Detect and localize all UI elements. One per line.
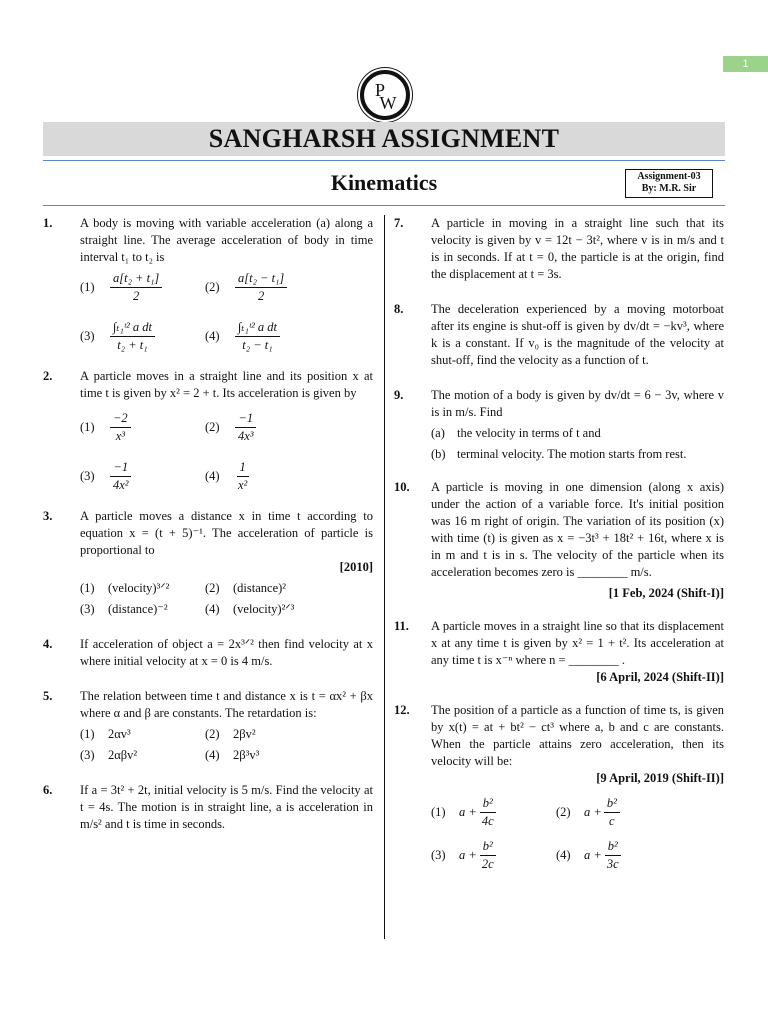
question-text: A particle moves in a straight line so that its displacement x at any time t is given by x² = 1 + t². Its acceleration at any time t is x⁻ⁿ where n = ________ . [431, 619, 724, 667]
option: (2) (distance)² [205, 581, 287, 595]
question-text: The deceleration experienced by a moving motorboat after its engine is shut-off is given by dv/dt = −kv³, where k is a constant. If v₀ is the magnitude of the velocity at shut-off, find the velocity as a function of t. [431, 302, 724, 367]
header-divider [43, 160, 725, 161]
question-2: 2. A particle moves in a straight line and its position x at time t is given by x² = 2 + t. Its acceleration is given by (1) $\frac{-2}{\text{x³}}$ (2) $\frac{-1}{\text{4x³}}$ (3) $\frac{-1}{\text{4x²}}$ (4) $\frac{1}{\text{x²}}$ [43, 369, 373, 492]
question-10: 10. A particle is moving in one dimension (along x axis) under the action of a variable force. It's initial position was 16 m right of origin. The variation of its position (x) with time (t) is given as x = −3t³ + 18t² + 16t, where x is in m and t is in s. The velocity of the particle when its acceleration becomes zero is ________ m/s. [1 Feb, 2024 (Shift-I)] [394, 480, 724, 600]
option: (1) (velocity)³ᐟ² [80, 581, 170, 595]
pw-logo-icon [360, 70, 410, 120]
option: (2) $\frac{\text{a[t₂ − t₁]}}{2}$ [205, 270, 345, 305]
question-text: A body is moving with variable acceleration (a) along a straight line. The average acceleration of body in time interval t₁ to t₂ is [80, 216, 373, 264]
question-3: 3. A particle moves a distance x in time t according to equation x = (t + 5)⁻¹. The acceleration of particle is proportional to [2010] (1) (velocity)³ᐟ² (2) (distance)² (3) (distance)⁻² (4) (velocity)²ᐟ³ [43, 509, 373, 616]
page-number: 1 [723, 56, 768, 72]
question-4: 4. If acceleration of object a = 2x³ᐟ² then find velocity at x where initial velocity at x = 0 is 4 m/s. [43, 637, 373, 668]
question-7: 7. A particle in moving in a straight line such that its velocity is given by v = 12t − 3t², where v is in m/s and t is in seconds. If at t = 0, the particle is at the origin, find the displacement at t = 3s. [394, 216, 724, 281]
option: (3) (distance)⁻² [80, 602, 168, 616]
option: (1) $\frac{-2}{\text{x³}}$ [80, 410, 205, 445]
option: (4) $\frac{1}{\text{x²}}$ [205, 460, 248, 492]
question-8: 8. The deceleration experienced by a moving motorboat after its engine is shut-off is given by dv/dt = −kv³, where k is a constant. If v₀ is the magnitude of the velocity at shut-off, find the velocity as a function of t. [394, 302, 724, 367]
option: (4) 2β³v³ [205, 748, 260, 762]
question-9: 9. The motion of a body is given by dv/dt = 6 − 3v, where v is in m/s. Find (a) the velocity in terms of t and (b) terminal velocity. The motion starts from rest. [394, 388, 724, 461]
page-title: SANGHARSH ASSIGNMENT [43, 122, 725, 156]
question-6: 6. If a = 3t² + 2t, initial velocity is 5 m/s. Find the velocity at t = 4s. The motion is in straight line, a is acceleration in m/s² and t is time in seconds. [43, 783, 373, 831]
option: (2) 2βv² [205, 727, 256, 741]
content-divider [43, 205, 725, 206]
question-text: A particle is moving in one dimension (along x axis) under the action of a variable force. It's initial position was 16 m right of origin. The variation of its position (x) with time (t) is given as x = −3t³ + 18t² + 16t, where x is in m and t is in s. The velocity of the particle when its acceleration becomes zero is ________ m/s. [431, 480, 724, 579]
exam-reference: [2010] [339, 560, 373, 574]
chapter-title: Kinematics [330, 170, 438, 195]
question-text: A particle moves a distance x in time t according to equation x = (t + 5)⁻¹. The acceleration of particle is proportional to [80, 509, 373, 557]
option: (1) 2αv³ [80, 727, 131, 741]
option: (3) $\frac{\text{∫ₜ₁ᵗ² a dt}}{\text{t₂ + t₁}}$ [80, 319, 205, 354]
right-column [394, 215, 724, 881]
option: (4) $\frac{\text{∫ₜ₁ᵗ² a dt}}{\text{t₂ − t₁}}$ [205, 319, 345, 354]
question-text: If acceleration of object a = 2x³ᐟ² then find velocity at x where initial velocity at x = 0 is 4 m/s. [80, 637, 373, 668]
question-text: A particle in moving in a straight line such that its velocity is given by v = 12t − 3t², where v is in m/s and t is in seconds. If at t = 0, the particle is at the origin, find the displacement at t = 3s. [431, 216, 724, 281]
option: (4) a + $\frac{\text{b²}}{3c}$ [556, 838, 696, 873]
svg-text:W: W [379, 93, 397, 113]
left-column [43, 215, 373, 841]
question-11: 11. A particle moves in a straight line so that its displacement x at any time t is given by x² = 1 + t². Its acceleration at any time t is x⁻ⁿ where n = ________ . [6 April, 2024 (Shift-II)] [394, 619, 724, 684]
option: (4) (velocity)²ᐟ³ [205, 602, 295, 616]
question-text: If a = 3t² + 2t, initial velocity is 5 m/s. Find the velocity at t = 4s. The motion is in straight line, a is acceleration in m/s² and t is time in seconds. [80, 783, 373, 831]
exam-reference: [1 Feb, 2024 (Shift-I)] [608, 586, 724, 600]
option: (3) 2αβv² [80, 748, 138, 762]
question-text: A particle moves in a straight line and its position x at time t is given by x² = 2 + t. Its acceleration is given by [80, 369, 373, 400]
option: (2) a + $\frac{\text{b²}}{c}$ [556, 795, 696, 830]
option: (3) $\frac{-1}{\text{4x²}}$ [80, 459, 205, 494]
exam-reference: [9 April, 2019 (Shift-II)] [596, 771, 724, 785]
assignment-label: Assignment-03 [637, 171, 701, 182]
pw-logo [358, 68, 412, 122]
author-label: By: M.R. Sir [641, 183, 697, 194]
question-text: The motion of a body is given by dv/dt = 6 − 3v, where v is in m/s. Find [431, 388, 724, 419]
logo-letter-p: P [374, 80, 386, 100]
option: (1) $\frac{\text{a[t₂ + t₁]}}{2}$ [80, 270, 205, 305]
exam-reference: [6 April, 2024 (Shift-II)] [596, 670, 724, 684]
column-divider [384, 215, 385, 939]
assignment-info-box [625, 169, 713, 198]
question-12: 12. The position of a particle as a function of time ts, is given by x(t) = at + bt² − ct³ where a, b and c are constants. When the particle attains zero acceleration, then its velocity will be: [9 April, 2019 (Shift-II)] (1) a + $\frac{\text{b²}}{4c}$ (2) a + $\frac{\text{b²}}{c}$ (3) a + $\frac{\text{b²}}{2c}$ (4) a + $\frac{\text{b²}}{3c}$ [394, 703, 724, 871]
option: (1) a + $\frac{\text{b²}}{4c}$ [431, 795, 556, 830]
question-5: 5. The relation between time t and distance x is t = αx² + βx where α and β are constants. The retardation is: (1) 2αv³ (2) 2βv² (3) 2αβv² (4) 2β³v³ [43, 689, 373, 762]
sub-part: (a) the velocity in terms of t and [431, 426, 601, 440]
question-1: 1. A body is moving with variable acceleration (a) along a straight line. The average acceleration of body in time interval t₁ to t₂ is (1) $\frac{\text{a[t₂ + t₁]}}{2}$ (2) $\frac{\text{a[t₂ − t₁]}}{2}$ (3) $\frac{\text{∫ₜ₁ᵗ² a dt}}{\text{t₂ + t₁}}$ (4) $\frac{\text{∫ₜ₁ᵗ² a dt}}{\text{t₂ − t₁}}$ [43, 216, 373, 352]
question-text: The position of a particle as a function of time ts, is given by x(t) = at + bt² − ct³ where a, b and c are constants. When the particle attains zero acceleration, then its velocity will be: [431, 703, 724, 768]
option: (3) a + $\frac{\text{b²}}{2c}$ [431, 838, 556, 873]
question-text: The relation between time t and distance x is t = αx² + βx where α and β are constants. The retardation is: [80, 689, 373, 720]
sub-part: (b) terminal velocity. The motion starts from rest. [431, 447, 687, 461]
option: (2) $\frac{-1}{\text{4x³}}$ [205, 410, 345, 445]
